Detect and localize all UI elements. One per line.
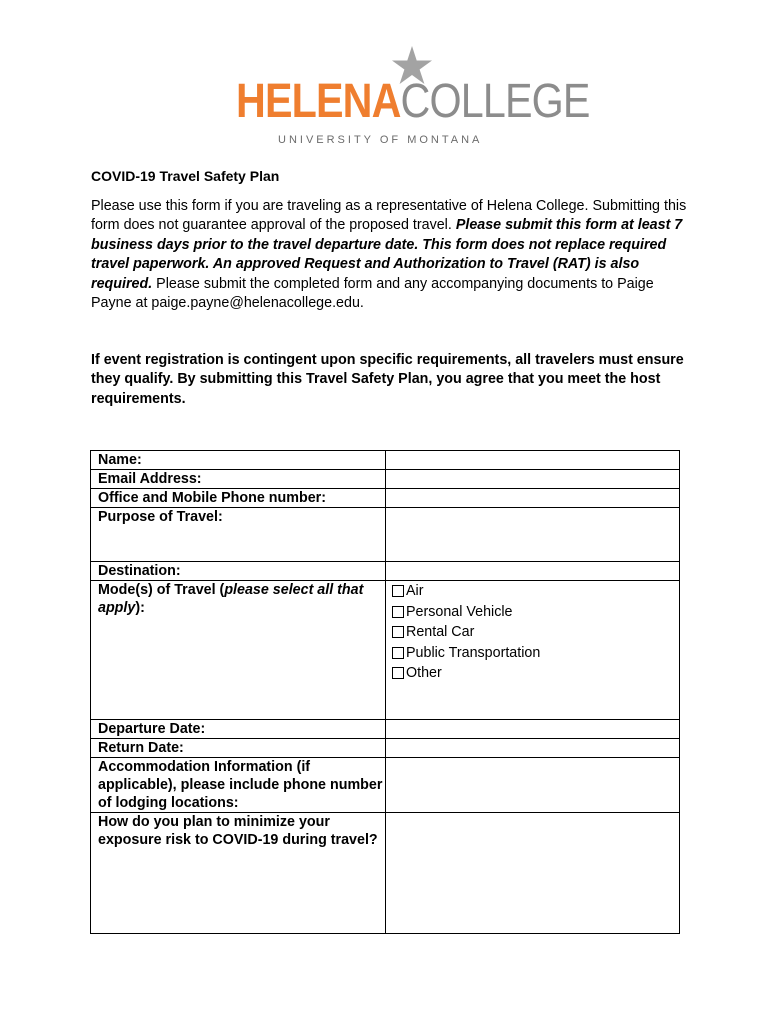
mode-option-rental-car[interactable] (392, 622, 679, 643)
table-row (91, 508, 680, 562)
destination-label: Destination: (91, 562, 386, 581)
checkbox-icon[interactable] (392, 585, 404, 597)
name-field[interactable] (386, 451, 680, 470)
mode-label: Other (406, 665, 442, 681)
modes-label-start: Mode(s) of Travel ( (98, 582, 225, 598)
table-row (91, 562, 680, 581)
email-field[interactable] (386, 470, 680, 489)
phone-label: Office and Mobile Phone number: (91, 489, 386, 508)
intro-text-2: Please submit the completed form and any accompanying documents to Paige Payne at paige.payne@helenacollege.edu. (91, 275, 654, 312)
name-label: Name: (91, 451, 386, 470)
checkbox-icon[interactable] (392, 606, 404, 618)
minimize-field[interactable] (386, 813, 680, 934)
logo-helena: HELENA (236, 75, 401, 128)
table-row (91, 813, 680, 934)
intro-text-1: Please use this form if you are traveling as a representative of Helena College. Submitting this form does not guarantee approval of the proposed travel. (91, 198, 687, 234)
departure-field[interactable] (386, 720, 680, 739)
purpose-field[interactable] (386, 508, 680, 562)
email-label: Email Address: (91, 470, 386, 489)
modes-options (386, 581, 680, 720)
return-field[interactable] (386, 739, 680, 758)
logo-wordmark (236, 75, 590, 128)
table-row (91, 470, 680, 489)
purpose-label: Purpose of Travel: (91, 508, 386, 562)
mode-option-other[interactable] (392, 663, 679, 684)
table-row (91, 451, 680, 470)
accommodation-field[interactable] (386, 758, 680, 813)
modes-label (91, 581, 386, 720)
mode-option-public-transportation[interactable] (392, 643, 679, 664)
logo-subtitle: UNIVERSITY OF MONTANA (278, 134, 483, 146)
table-row (91, 489, 680, 508)
minimize-label: How do you plan to minimize your exposure risk to COVID-19 during travel? (91, 813, 386, 934)
page-title: COVID-19 Travel Safety Plan (91, 168, 280, 184)
checkbox-icon[interactable] (392, 647, 404, 659)
mode-option-air[interactable] (392, 581, 679, 602)
mode-label: Air (406, 583, 424, 599)
table-row (91, 581, 680, 720)
return-label: Return Date: (91, 739, 386, 758)
mode-option-personal-vehicle[interactable] (392, 602, 679, 623)
intro-emphasis: Please submit this form at least 7 business days prior to the travel departure date. This form does not replace required travel paperwork. An approved Request and Authorization to Travel (RAT) is also required. (91, 217, 683, 292)
modes-label-end: ): (135, 600, 145, 616)
intro-paragraph (91, 197, 691, 313)
checkbox-icon[interactable] (392, 626, 404, 638)
destination-field[interactable] (386, 562, 680, 581)
table-row (91, 720, 680, 739)
logo-college: COLLEGE (400, 75, 590, 128)
mode-label: Rental Car (406, 624, 475, 640)
table-row (91, 758, 680, 813)
phone-field[interactable] (386, 489, 680, 508)
checkbox-icon[interactable] (392, 667, 404, 679)
helena-college-logo (236, 46, 590, 150)
modes-label-italic: please select all that apply (98, 582, 364, 616)
accommodation-label: Accommodation Information (if applicable), please include phone number of lodging locations: (91, 758, 386, 813)
requirements-notice: If event registration is contingent upon specific requirements, all travelers must ensure they qualify. By submitting this Travel Safety Plan, you agree that you meet the host requirements. (91, 352, 684, 407)
table-row (91, 739, 680, 758)
travel-form-table (90, 450, 680, 934)
mode-label: Public Transportation (406, 644, 541, 661)
departure-label: Departure Date: (91, 720, 386, 739)
mode-label: Personal Vehicle (406, 603, 513, 620)
